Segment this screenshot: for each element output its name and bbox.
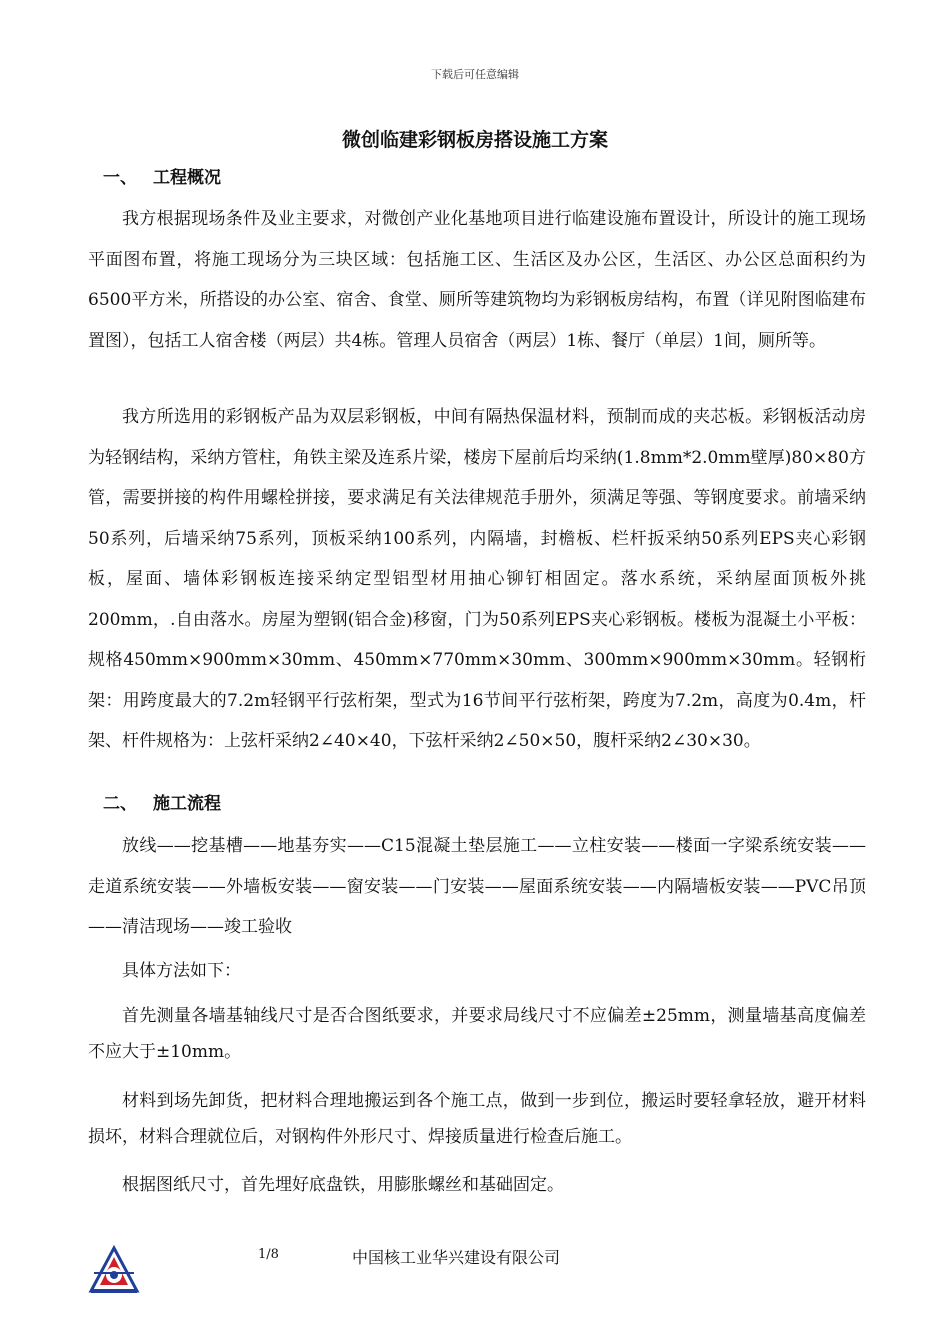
section-title: 施工流程 — [153, 794, 221, 814]
paragraph-method-1: 首先测量各墙基轴线尺寸是否合图纸要求，并要求局线尺寸不应偏差±25mm，测量墙基高度偏差不应大于±10mm。 — [88, 1006, 866, 1062]
paragraph-method-2: 材料到场先卸货，把材料合理地搬运到各个施工点，做到一步到位，搬运时要轻拿轻放，避开材料损坏，材料合理就位后，对钢构件外形尺寸、焊接质量进行检查后施工。 — [88, 1091, 866, 1147]
page-footer — [0, 1245, 950, 1295]
paragraph-method-intro: 具体方法如下： — [122, 961, 241, 981]
section-number: 二、 — [103, 794, 137, 814]
company-logo-icon — [88, 1245, 140, 1297]
paragraph-overview-2: 我方所选用的彩钢板产品为双层彩钢板，中间有隔热保温材料，预制而成的夹芯板。彩钢板活动房为轻钢结构，采纳方管柱，角铁主梁及连系片梁，楼房下屋前后均采纳(1.8mm*2.0mm壁厚)80×80方管，需要拼接的构件用螺栓拼接，要求满足有关法律规范手册外，须满足等强、等钢度要求。前墙采纳50系列，后墙采纳75系列，顶板采纳100系列，内隔墙，封檐板、栏杆扳采纳50系列EPS夹心彩钢板，屋面、墙体彩钢板连接采纳定型铝型材用抽心铆钉相固定。落水系统，采纳屋面顶板外挑200mm，.自由落水。房屋为塑钢(铝合金)移窗，门为50系列EPS夹心彩钢板。楼板为混凝土小平板：规格450mm×900mm×30mm、450mm×770mm×30mm、300mm×900mm×30mm。轻钢桁架：用跨度最大的7.2m轻钢平行弦桁架，型式为16节间平行弦桁架，跨度为7.2m，高度为0.4m，杆架、杆件规格为：上弦杆采纳2∠40×40，下弦杆采纳2∠50×50，腹杆采纳2∠30×30。 — [88, 407, 866, 751]
paragraph-method-3: 根据图纸尺寸，首先埋好底盘铁，用膨胀螺丝和基础固定。 — [122, 1175, 564, 1195]
section-number: 一、 — [103, 168, 137, 188]
header-note: 下载后可任意编辑 — [431, 68, 519, 81]
section-heading-overview — [103, 163, 221, 188]
paragraph-overview-1: 我方根据现场条件及业主要求，对微创产业化基地项目进行临建设施布置设计，所设计的施工现场平面图布置，将施工现场分为三块区域：包括施工区、生活区及办公区，生活区、办公区总面积约为6500平方米，所搭设的办公室、宿舍、食堂、厕所等建筑物均为彩钢板房结构，布置（详见附图临建布置图），包括工人宿舍楼（两层）共4栋。管理人员宿舍（两层）1栋、餐厅（单层）1间，厕所等。 — [88, 209, 866, 351]
page-number: 1/8 — [258, 1247, 279, 1262]
paragraph-process-flow: 放线——挖基槽——地基夯实——C15混凝土垫层施工——立柱安装——楼面一字梁系统安装——走道系统安装——外墙板安装——窗安装——门安装——屋面系统安装——内隔墙板安装——PVC吊顶——清洁现场——竣工验收 — [88, 836, 866, 937]
section-title: 工程概况 — [153, 168, 221, 188]
company-name: 中国核工业华兴建设有限公司 — [352, 1248, 561, 1267]
document-title: 微创临建彩钢板房搭设施工方案 — [341, 129, 608, 151]
section-heading-process — [103, 789, 221, 814]
